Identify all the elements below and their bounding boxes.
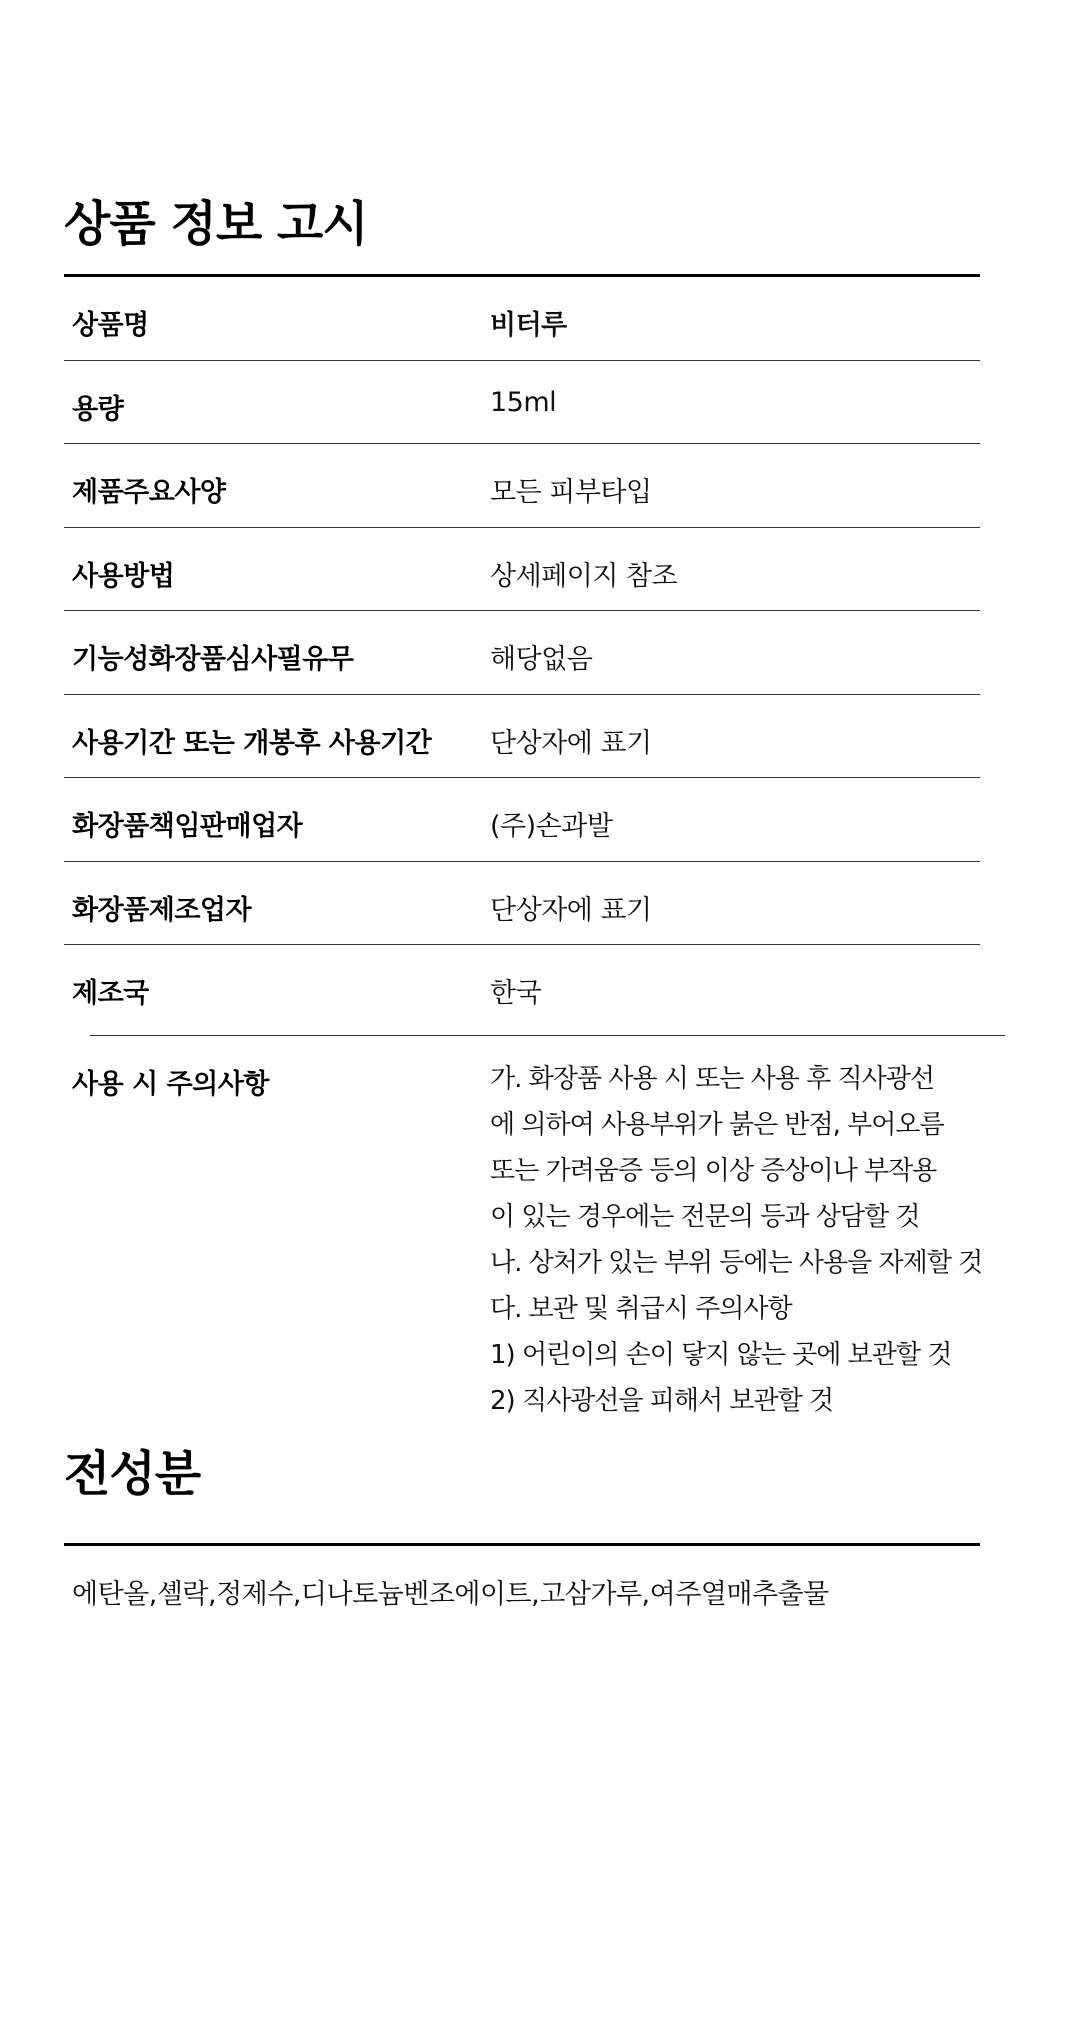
ingredients-divider xyxy=(64,1543,980,1546)
caution-line: 에 의하여 사용부위가 붉은 반점, 부어오름 xyxy=(490,1110,944,1140)
product-info-title: 상품 정보 고시 xyxy=(64,196,368,252)
row-usage xyxy=(64,528,980,612)
row-label: 상품명 xyxy=(72,310,149,341)
product-info-table xyxy=(64,277,980,1029)
row-seller xyxy=(64,778,980,862)
row-expiry xyxy=(64,695,980,779)
caution-line: 1) 어린이의 손이 닿지 않는 곳에 보관할 것 xyxy=(490,1340,952,1370)
row-capacity xyxy=(64,361,980,445)
row-label: 제품주요사양 xyxy=(72,477,226,508)
row-main-spec xyxy=(64,444,980,528)
row-value: 15ml xyxy=(490,386,557,418)
row-value: 한국 xyxy=(490,978,542,1009)
row-label: 사용기간 또는 개봉후 사용기간 xyxy=(72,727,432,759)
row-value: (주)손과발 xyxy=(490,811,613,842)
row-value: 상세페이지 참조 xyxy=(490,560,678,592)
row-functional-review xyxy=(64,611,980,695)
row-manufacturer xyxy=(64,862,980,946)
caution-line: 2) 직사광선을 피해서 보관할 것 xyxy=(490,1386,834,1416)
row-label: 화장품제조업자 xyxy=(72,894,252,926)
row-product-name xyxy=(64,277,980,361)
row-value: 모든 피부타입 xyxy=(490,477,652,508)
caution-text xyxy=(490,1056,990,1424)
row-label: 화장품책임판매업자 xyxy=(72,811,303,842)
ingredients-title: 전성분 xyxy=(64,1446,201,1502)
row-value: 단상자에 표기 xyxy=(490,727,652,759)
row-value: 비터루 xyxy=(490,310,567,341)
caution-line: 또는 가려움증 등의 이상 증상이나 부작용 xyxy=(490,1156,937,1186)
row-label: 용량 xyxy=(72,393,124,425)
caution-line: 나. 상처가 있는 부위 등에는 사용을 자제할 것 xyxy=(490,1248,983,1278)
caution-line: 가. 화장품 사용 시 또는 사용 후 직사광선 xyxy=(490,1064,934,1094)
row-value: 해당없음 xyxy=(490,644,593,675)
caution-line: 이 있는 경우에는 전문의 등과 상담할 것 xyxy=(490,1202,920,1232)
row-label: 사용방법 xyxy=(72,560,175,592)
row-label: 기능성화장품심사필유무 xyxy=(72,644,354,675)
caution-label: 사용 시 주의사항 xyxy=(72,1069,269,1100)
row-value: 단상자에 표기 xyxy=(490,894,652,926)
caution-divider xyxy=(90,1035,1005,1036)
row-label: 제조국 xyxy=(72,978,149,1009)
ingredients-text: 에탄올,셸락,정제수,디나토늄벤조에이트,고삼가루,여주열매추출물 xyxy=(72,1579,829,1610)
row-country xyxy=(64,945,980,1029)
caution-line: 다. 보관 및 취급시 주의사항 xyxy=(490,1294,792,1324)
